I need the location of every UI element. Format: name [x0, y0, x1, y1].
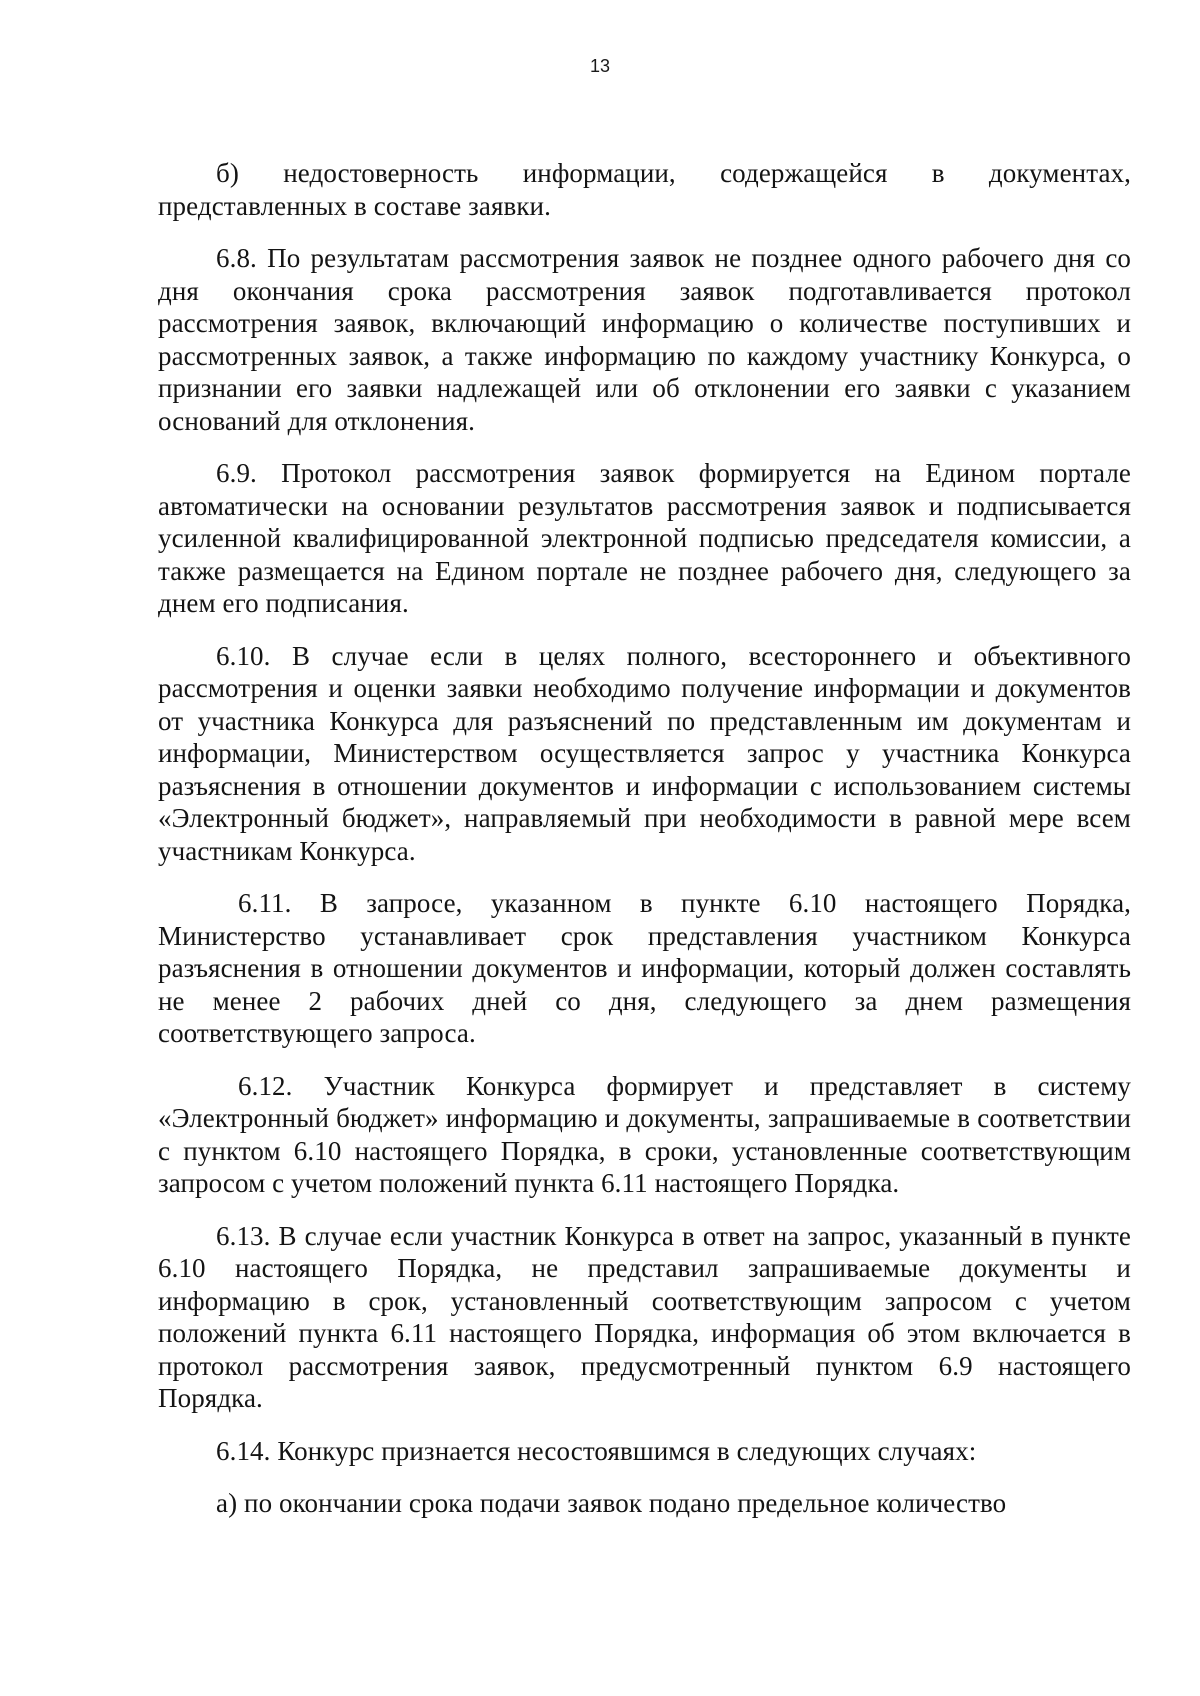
page-number: 13 [589, 56, 611, 76]
paragraph-6-12: 6.12. Участник Конкурса формирует и представляет в систему «Электронный бюджет» информацию и документы, запрашиваемые в соответствии с пунктом 6.10 настоящего Порядка, в сроки, установленные соответствующим запросом с учетом положений пункта 6.11 настоящего Порядка. [158, 1070, 1131, 1198]
document-body [158, 157, 1131, 1520]
paragraph-6-14: 6.14. Конкурс признается несостоявшимся в следующих случаях: [216, 1435, 977, 1466]
paragraph-6-11: 6.11. В запросе, указанном в пункте 6.10 настоящего Порядка, Министерство устанавливает срок представления участником Конкурса разъяснения в отношении документов и информации, который должен составлять не менее 2 рабочих дней со дня, следующего за днем размещения соответствующего запроса. [158, 888, 1131, 1048]
paragraph-6-9: 6.9. Протокол рассмотрения заявок формируется на Едином портале автоматически на основании результатов рассмотрения заявок и подписывается усиленной квалифицированной электронной подписью председателя комиссии, а также размещается на Едином портале не позднее рабочего дня, следующего за днем его подписания. [158, 458, 1131, 618]
paragraph-6-8: 6.8. По результатам рассмотрения заявок не позднее одного рабочего дня со дня окончания срока рассмотрения заявок подготавливается протокол рассмотрения заявок, включающий информацию о количестве поступивших и рассмотренных заявок, а также информацию по каждому участнику Конкурса, о признании его заявки надлежащей или об отклонении его заявки с указанием оснований для отклонения. [158, 243, 1131, 436]
paragraph-6-10: 6.10. В случае если в целях полного, всестороннего и объективного рассмотрения и оценки заявки необходимо получение информации и документов от участника Конкурса для разъяснений по представленным им документам и информации, Министерством осуществляется запрос у участника Конкурса разъяснения в отношении документов и информации с использованием системы «Электронный бюджет», направляемый при необходимости в равной мере всем участникам Конкурса. [158, 640, 1131, 866]
paragraph-b: б) недостоверность информации, содержащейся в документах, представленных в составе заявки. [158, 158, 1131, 221]
paragraph-a: а) по окончании срока подачи заявок подано предельное количество [216, 1488, 1007, 1518]
paragraph-6-13: 6.13. В случае если участник Конкурса в ответ на запрос, указанный в пункте 6.10 настоящего Порядка, не представил запрашиваемые документы и информацию в срок, установленный соответствующим запросом с учетом положений пункта 6.11 настоящего Порядка, информация об этом включается в протокол рассмотрения заявок, предусмотренный пунктом 6.9 настоящего Порядка. [158, 1220, 1131, 1413]
